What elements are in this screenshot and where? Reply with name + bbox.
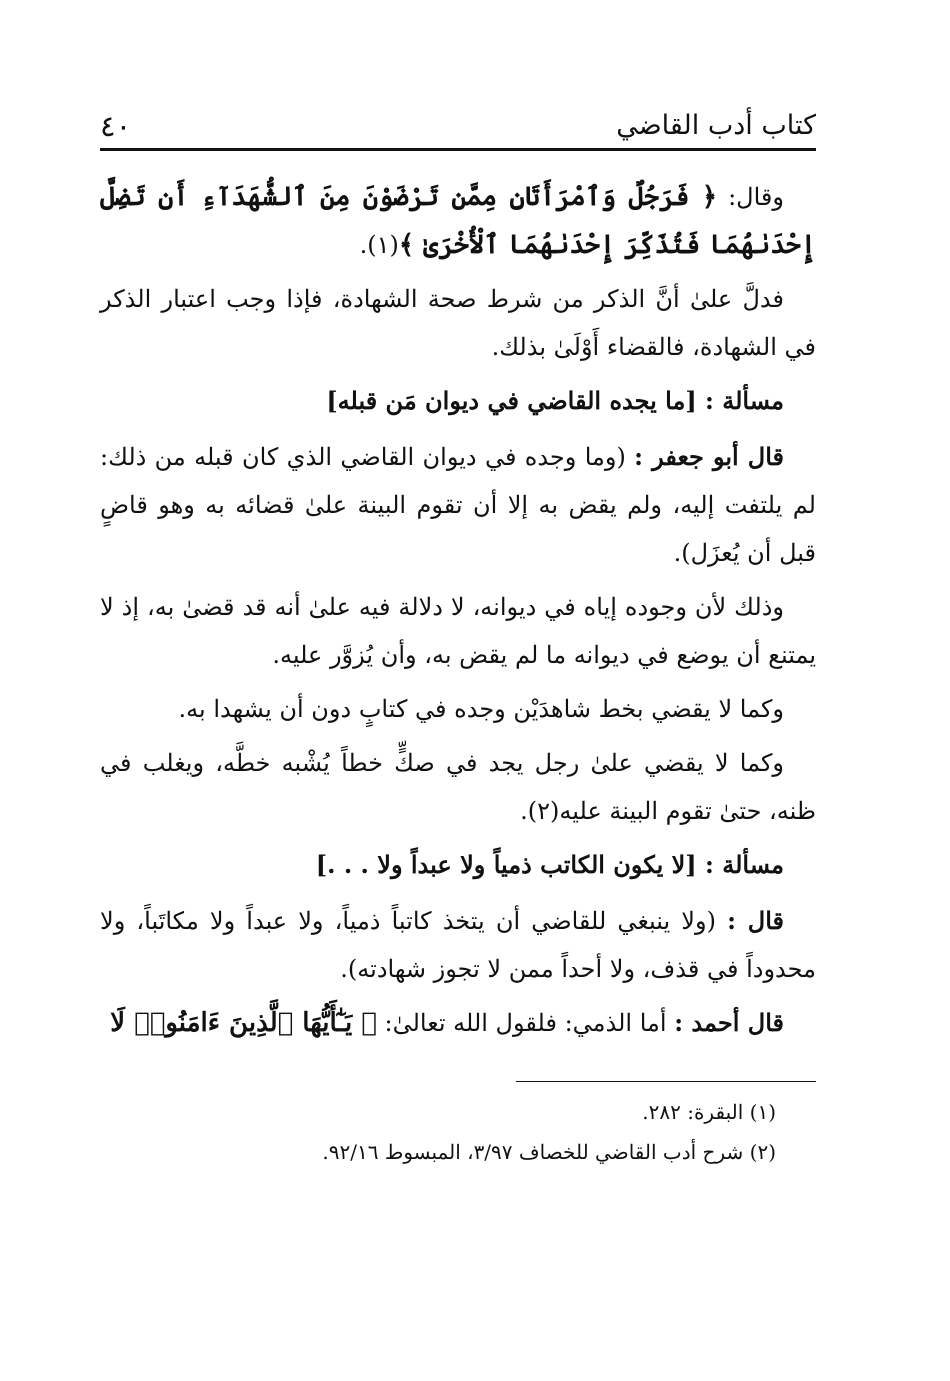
footnote: (٢) شرح أدب القاضي للخصاف ٣/٩٧، المبسوط ٩٢/١٦. xyxy=(322,1140,776,1164)
paragraph: فدلَّ علىٰ أنَّ الذكر من شرط صحة الشهادة، فإذا وجب اعتبار الذكر في الشهادة، فالقضاء أَوْلَىٰ بذلك. xyxy=(100,285,816,361)
quran-verse: ﴿ يَـٰٓأَيُّهَا ٱلَّذِينَ ءَامَنُوا۟ لَا xyxy=(110,1008,377,1038)
page-number: ٤٠ xyxy=(100,109,132,143)
paragraph-text: أما الذمي: فلقول الله تعالىٰ: xyxy=(384,1009,667,1037)
footnote-ref: (١). xyxy=(359,231,399,259)
quran-verse: ﴿ فَرَجُلٌ وَٱمْرَأَتَانِ مِمَّن تَرْضَوْنَ مِنَ ٱلشُّهَدَآءِ أَن تَضِلَّ إِحْدَىٰهُمَا فَتُذَكِّرَ إِحْدَىٰهُمَا ٱلْأُخْرَىٰ ﴾ xyxy=(100,182,816,260)
book-page xyxy=(100,100,816,1172)
paragraph: وذلك لأن وجوده إياه في ديوانه، لا دلالة فيه علىٰ أنه قد قضىٰ به، إذ لا يمتنع أن يوضع في ديوانه ما لم يقض به، وأن يُزوَّر عليه. xyxy=(100,593,816,669)
paragraph xyxy=(100,897,816,993)
paragraph-lead: وقال: xyxy=(728,183,784,211)
page-body xyxy=(100,173,816,1047)
section-heading: مسألة : [ما يجده القاضي في ديوان مَن قبله] xyxy=(326,386,784,415)
paragraph xyxy=(100,433,816,577)
paragraph: وكما لا يقضي علىٰ رجل يجد في صكٍّ خطاً يُشْبه خطَّه، ويغلب في ظنه، حتىٰ تقوم البينة عليه(٢). xyxy=(100,749,816,825)
paragraph-text: (وما وجده في ديوان القاضي الذي كان قبله من ذلك: لم يلتفت إليه، ولم يقض به إلا أن تقوم البينة علىٰ قضائه به وهو قاضٍ قبل أن يُعزَل). xyxy=(100,443,816,567)
paragraph xyxy=(100,999,816,1047)
speaker-label: قال أحمد : xyxy=(674,1008,784,1037)
footnotes xyxy=(100,1092,816,1172)
footnote: (١) البقرة: ٢٨٢. xyxy=(642,1100,776,1124)
page-header xyxy=(100,100,816,151)
speaker-label: قال : xyxy=(727,906,784,935)
speaker-label: قال أبو جعفر : xyxy=(634,442,784,471)
paragraph-text: (ولا ينبغي للقاضي أن يتخذ كاتباً ذمياً، ولا عبداً ولا مكاتَباً، ولا محدوداً في قذف، ولا أحداً ممن لا تجوز شهادته). xyxy=(100,907,816,983)
paragraph: وكما لا يقضي بخط شاهدَيْن وجده في كتابٍ دون أن يشهدا به. xyxy=(178,695,784,723)
paragraph-quran-quote xyxy=(100,173,816,269)
book-title: كتاب أدب القاضي xyxy=(616,110,816,141)
footnote-separator xyxy=(516,1081,816,1082)
section-heading: مسألة : [لا يكون الكاتب ذمياً ولا عبداً ولا . . .] xyxy=(315,850,784,879)
